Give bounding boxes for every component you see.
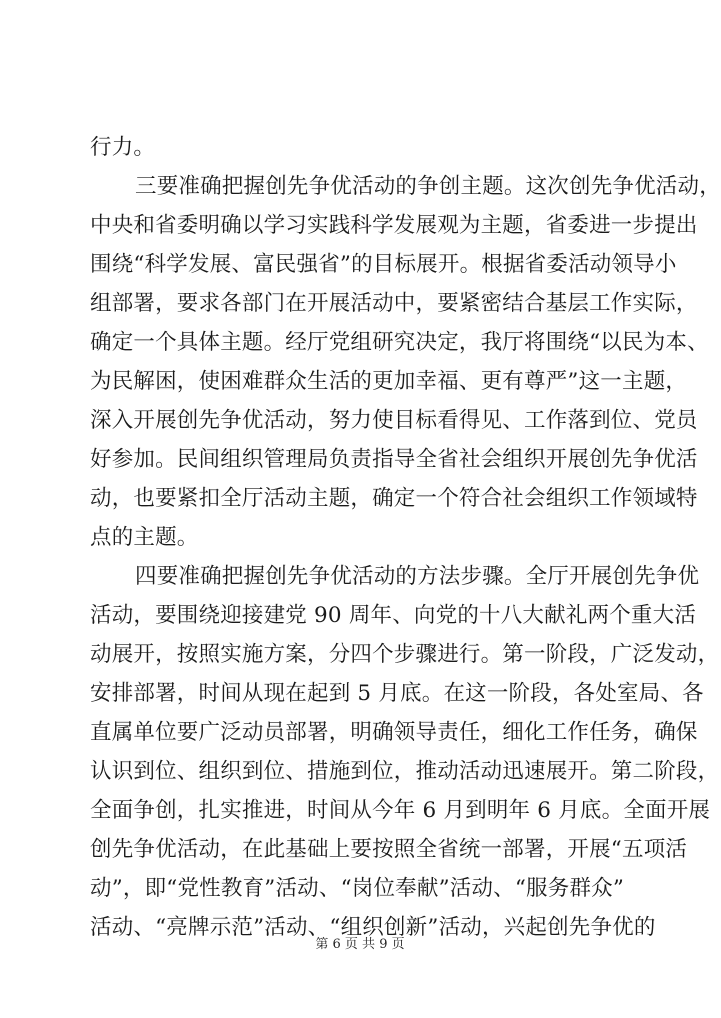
text-line-13: 活动，要围绕迎接建党 90 周年、向党的十八大献礼两个重大活 [90, 603, 697, 628]
text-line-11: 点的主题。 [90, 525, 199, 550]
text-line-16: 直属单位要广泛动员部署，明确领导责任，细化工作任务，确保 [90, 720, 698, 745]
text-line-12: 四要准确把握创先争优活动的方法步骤。全厅开展创先争优 [135, 564, 700, 589]
text-line-21: 活动、“亮牌示范”活动、“组织创新”活动，兴起创先争优的 [90, 915, 656, 940]
text-line-2: 三要准确把握创先争优活动的争创主题。这次创先争优活动， [135, 174, 721, 199]
text-line-14: 动展开，按照实施方案，分四个步骤进行。第一阶段，广泛发动， [90, 642, 720, 667]
text-line-3: 中央和省委明确以学习实践科学发展观为主题，省委进一步提出 [90, 213, 698, 238]
text-line-10: 动，也要紧扣全厅活动主题，确定一个符合社会组织工作领域特 [90, 486, 698, 511]
text-line-9: 好参加。民间组织管理局负责指导全省社会组织开展创先争优活 [90, 447, 698, 472]
text-line-15: 安排部署，时间从现在起到 5 月底。在这一阶段，各处室局、各 [90, 681, 704, 706]
text-line-6: 确定一个具体主题。经厅党组研究决定，我厅将围绕“以民为本、 [90, 330, 709, 355]
text-line-19: 创先争优活动，在此基础上要按照全省统一部署，开展“五项活 [90, 837, 688, 862]
text-line-18: 全面争创，扎实推进，时间从今年 6 月到明年 6 月底。全面开展 [90, 798, 711, 823]
text-line-20: 动”，即“党性教育”活动、“岗位奉献”活动、“服务群众” [90, 876, 625, 901]
text-line-4: 围绕“科学发展、富民强省”的目标展开。根据省委活动领导小 [90, 252, 677, 277]
text-line-5: 组部署，要求各部门在开展活动中，要紧密结合基层工作实际， [90, 291, 698, 316]
text-line-17: 认识到位、组织到位、措施到位，推动活动迅速展开。第二阶段， [90, 759, 720, 784]
text-line-1: 行力。 [90, 135, 156, 160]
text-line-8: 深入开展创先争优活动，努力使目标看得见、工作落到位、党员 [90, 408, 698, 433]
text-line-7: 为民解困，使困难群众生活的更加幸福、更有尊严”这一主题， [90, 369, 688, 394]
page-number-footer: 第 6 页 共 9 页 [315, 937, 405, 952]
